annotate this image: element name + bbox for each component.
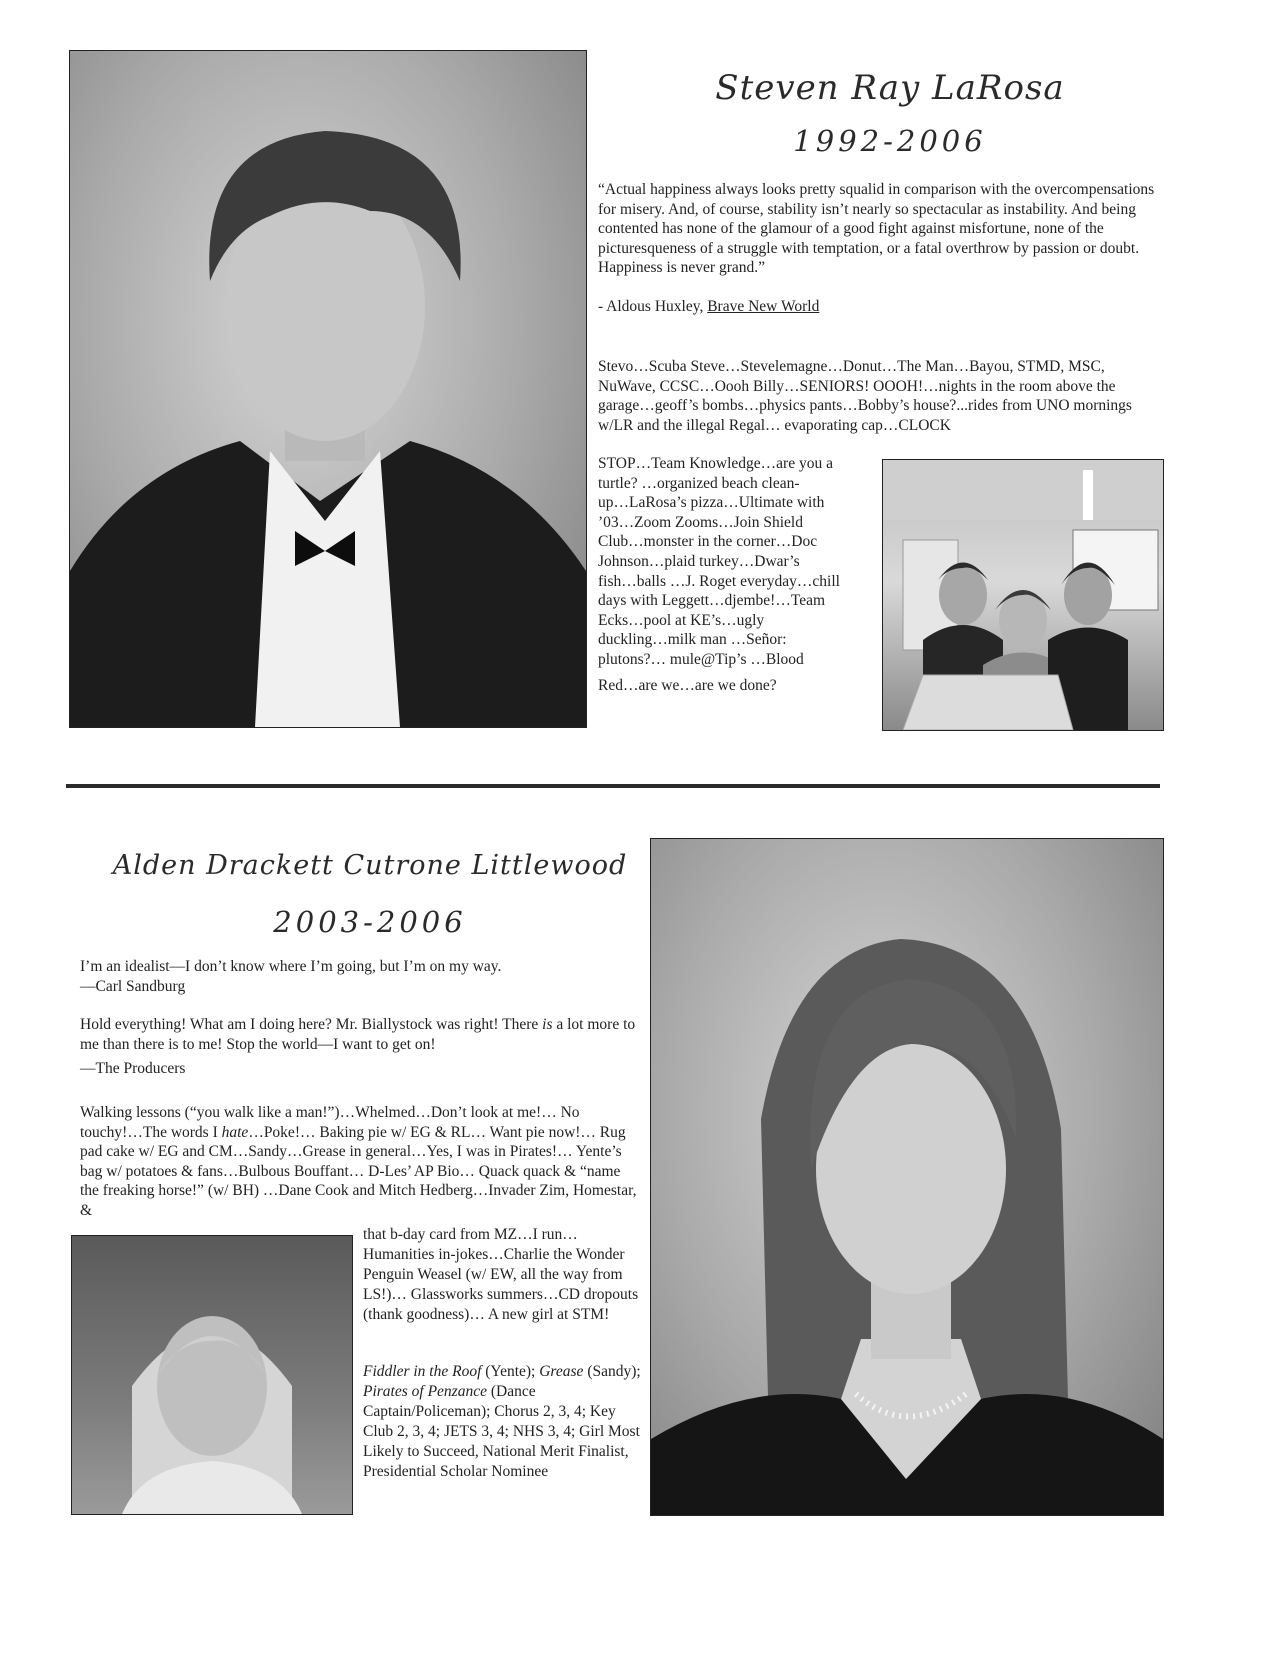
candid-photo-figure (72, 1236, 352, 1514)
huxley-quote: “Actual happiness always looks pretty squalid in comparison with the overcompensations for misery. And, of course, stability isn’t nearly so spectacular as instability. And being contented has none of the glamour of a good fight against misfortune, none of the picturesqueness of a struggle with temptation, or a fatal overthrow by passion or doubt. Happiness is never grand.” (598, 181, 1155, 277)
memories-steven-wide: Stevo…Scuba Steve…Stevelemagne…Donut…The Man…Bayou, STMD, MSC, NuWave, CCSC…Oooh Billy…SENIORS! OOOH!…nights in the room above the garage…geoff’s bombs…physics pants…Bobby’s house?...rides from UNO mornings w/LR and the illegal Regal… evaporating cap…CLOCK (598, 358, 1132, 434)
class-years-alden: 2003-2006 (273, 905, 467, 939)
memory-line: up…LaRosa’s pizza…Ultimate with (598, 494, 825, 512)
portrait-figure-steven (70, 51, 586, 727)
memory-line: STOP…Team Knowledge…are you a (598, 455, 833, 472)
attribution-author: - Aldous Huxley, (598, 297, 704, 315)
sandburg-attribution: —Carl Sandburg (80, 977, 186, 995)
memory-line: days with Leggett…djembe!…Team (598, 592, 826, 610)
activity-role: (Sandy); (583, 1363, 641, 1380)
producers-quote-a: Hold everything! What am I doing here? Mr. Biallystock was right! There (80, 1016, 539, 1034)
sandburg-quote: I’m an idealist—I don’t know where I’m going, but I’m on my way. (80, 958, 502, 975)
producers-quote-emphasis: is (542, 1016, 553, 1034)
quote-attribution (598, 297, 1158, 317)
group-photo-figures (883, 460, 1163, 730)
class-years-steven: 1992-2006 (793, 124, 987, 158)
memories-text-a: Walking lessons (“you walk like a man!”)…Whelmed…Don’t look at me!… No touchy!…The words I (80, 1104, 580, 1141)
student-name-alden: Alden Drackett Cutrone Littlewood (112, 850, 628, 881)
memories-alden-wide (80, 1103, 640, 1221)
portrait-photo-alden (650, 838, 1164, 1516)
section-divider (66, 784, 1160, 788)
producers-attribution: —The Producers (80, 1060, 186, 1078)
candid-photo-alden (71, 1235, 353, 1515)
memory-line: fish…balls …J. Roget everyday…chill (598, 572, 840, 590)
activity-role: (Yente); (481, 1363, 540, 1380)
quotes-block-alden (80, 957, 640, 1079)
producers-quote-b: a lot more to me than there is to me! Stop the world—I want to get on! (80, 1016, 636, 1053)
quote-block-steven (598, 180, 1158, 317)
memory-line: ’03…Zoom Zooms…Join Shield (598, 513, 803, 531)
memory-line: Club…monster in the corner…Doc (598, 533, 818, 551)
attribution-book-title: Brave New World (707, 297, 820, 315)
producers-quote (80, 1015, 640, 1054)
memory-line: Ecks…pool at KE’s…ugly (598, 611, 765, 629)
memory-line: duckling…milk man …Señor: (598, 631, 787, 649)
portrait-figure-alden (651, 839, 1163, 1515)
memories-emphasis: hate (221, 1123, 249, 1141)
activities-alden (363, 1362, 645, 1481)
memories-text-b: …Poke!… Baking pie w/ EG & RL… Want pie now!… Rug pad cake w/ EG and CM…Sandy…Grease in general…Yes, I was in Pirates!… Yente’s bag w/ potatoes & fans…Bulbous Bouffant… D-Les’ AP Bio… Quack quack & “name the freaking horse!” (w/ BH) …Dane Cook and Mitch Hedberg…Invader Zim, Homestar, & (80, 1123, 637, 1219)
memory-line: Red…are we…are we done? (598, 676, 777, 694)
group-photo-classroom (882, 459, 1164, 731)
activity-list: (Dance Captain/Policeman); Chorus 2, 3, 4; Key Club 2, 3, 4; JETS 3, 4; NHS 3, 4; Girl Most Likely to Succeed, National Merit Finalist, Presidential Scholar Nominee (363, 1382, 640, 1480)
activity-show-grease: Grease (539, 1363, 584, 1380)
memories-alden-narrow: that b-day card from MZ…I run… Humanities in-jokes…Charlie the Wonder Penguin Weasel (w/ EW, all the way from LS!)… Glassworks summers…CD dropouts (thank goodness)… A new girl at STM! (363, 1226, 639, 1323)
memory-line: plutons?… mule@Tip’s …Blood (598, 650, 804, 668)
activity-show-pirates: Pirates of Penzance (363, 1382, 487, 1400)
portrait-photo-steven (69, 50, 587, 728)
student-name-steven: Steven Ray LaRosa (715, 68, 1065, 108)
memories-steven-narrow (598, 454, 874, 695)
memory-line: Johnson…plaid turkey…Dwar’s (598, 552, 800, 570)
memory-line: turtle? …organized beach clean- (598, 474, 800, 492)
activity-show-fiddler: Fiddler in the Roof (363, 1363, 482, 1380)
